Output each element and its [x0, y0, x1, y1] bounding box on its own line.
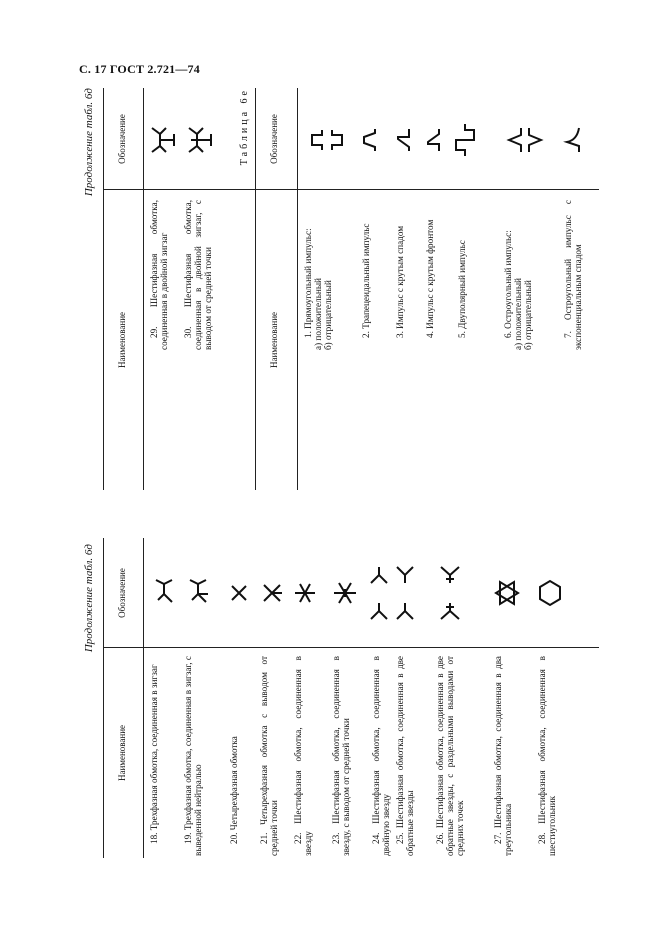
- column-header-name: Наименование: [117, 311, 128, 369]
- trapezoid-pulse-icon: [361, 120, 377, 160]
- column-divider: [103, 647, 599, 648]
- column-header-symbol: Обозначение: [117, 114, 128, 164]
- header-divider: [143, 538, 144, 858]
- header-divider: [297, 88, 298, 490]
- column-header-symbol: Обозначение: [269, 114, 280, 164]
- page-header: С. 17 ГОСТ 2.721—74: [79, 62, 200, 76]
- hexagon-icon: [537, 573, 563, 613]
- six-star-mid-icon: [333, 573, 357, 613]
- six-star-icon: [293, 573, 317, 613]
- header-divider: [143, 88, 144, 490]
- steep-fall-pulse-icon: [395, 120, 411, 160]
- left-table: Продолжение табл. 6д Наименование Обозначение 18. Трехфазная обмотка, соединенная в зигзаг 19. Трехфазная обмотка, соединенная в зигзаг, с выведенной нейтралью 20. Четырехфазная обмотка 21. Четырехфазная обмотка с выводом от средней точки 22. Шестифазная обмотка, соединенная в звезду 23. Шестифазная обмотка, соединенная в звезду, с выводом от средней точки 24. Шестифазная обмотка, соединенная в двойную звезду 25. Шестифазная обмотка, соединенная в две обратные звезды 26. Шестифазная обмотка, соединенная в две обратные звезды, с раздельными выводами от средних точек 27. Шестифазная обмотка, соединенная в два треугольника 28. Шестифазная обмотка, соединенная в шестиугольник: [79, 538, 599, 858]
- double-zigzag-mid-icon: [187, 120, 215, 160]
- reverse-stars-mid-icon: [439, 553, 461, 633]
- double-zigzag-icon: [149, 120, 177, 160]
- four-phase-mid-icon: [261, 573, 283, 613]
- right-table: Продолжение табл. 6д Наименование Обозначение 29. Шестифазная обмотка, соединенная в двойной зигзаг 30. Шестифазная обмотка, соединенная в двойной зигзаг, с выводом от средней точки Таблица 6е Наименование Обозначение 1. Прямоугольный импульс: а) положительный б) отрицательный 2. Трапецеидальный импульс 3. Импульс с крутым спадом 4. Импульс с крутым фронтом 5. Двуполярный импульс 6. Остроугольный импульс: а) положительный б) отрицательный 7. Остроугольный импульс с экспоненциальным спадом: [79, 88, 599, 490]
- two-triangles-icon: [493, 573, 521, 613]
- continuation-label: Продолжение табл. 6д: [83, 88, 95, 197]
- sharp-pulse-icon: [505, 110, 545, 170]
- rotated-content: [79, 88, 599, 858]
- zigzag-icon: [149, 573, 179, 613]
- bipolar-pulse-icon: [453, 116, 477, 164]
- rect-pulse-icon: [307, 110, 347, 170]
- column-header-name: Наименование: [269, 311, 280, 369]
- reverse-stars-icon: [395, 553, 415, 633]
- column-divider: [103, 189, 599, 190]
- exp-fall-pulse-icon: [565, 120, 581, 160]
- continuation-label: Продолжение табл. 6д: [83, 544, 95, 653]
- column-header-symbol: Обозначение: [117, 568, 128, 618]
- zigzag-neutral-icon: [183, 573, 213, 613]
- table-6e-title: Таблица 6е: [239, 88, 250, 166]
- steep-front-pulse-icon: [425, 120, 441, 160]
- double-star-icon: [369, 553, 389, 633]
- four-phase-icon: [229, 573, 249, 613]
- column-header-name: Наименование: [117, 724, 128, 782]
